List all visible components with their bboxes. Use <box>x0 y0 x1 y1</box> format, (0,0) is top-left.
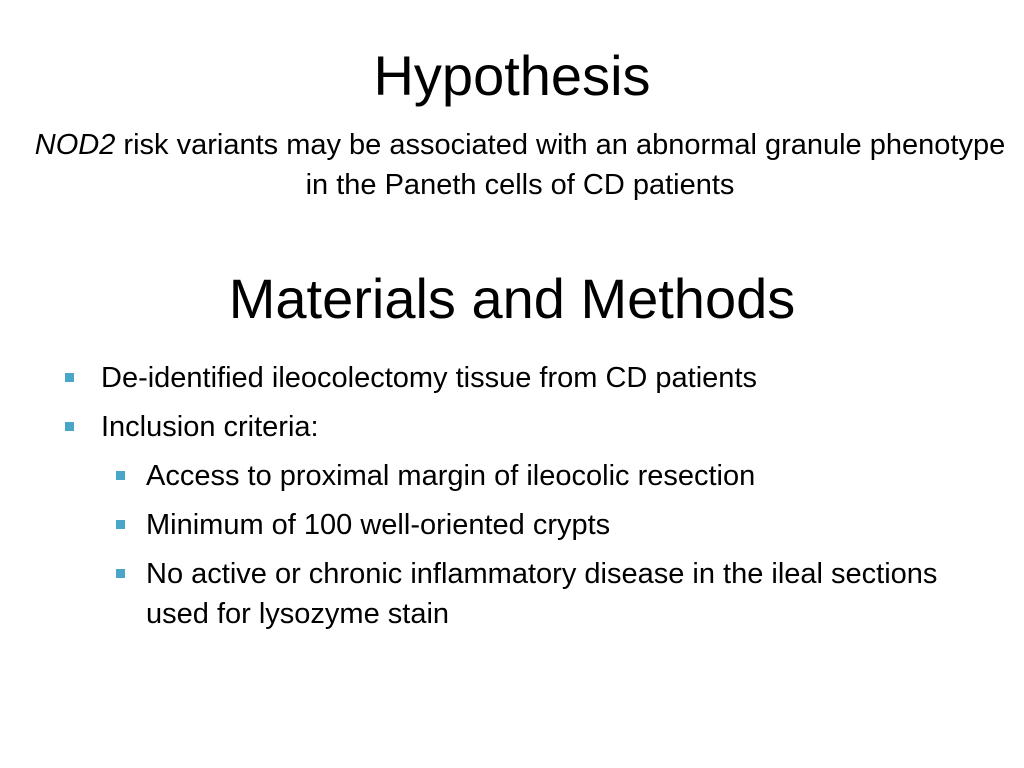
square-bullet-icon <box>65 373 74 382</box>
bullet-item <box>0 358 1024 398</box>
square-bullet-icon <box>116 569 125 578</box>
sub-bullet-item <box>0 554 966 634</box>
hypothesis-title: Hypothesis <box>373 44 651 107</box>
sub-bullet-text: Minimum of 100 well-oriented crypts <box>146 509 611 541</box>
bullet-item <box>0 407 1024 447</box>
methods-title: Materials and Methods <box>228 267 796 330</box>
bullet-text: Inclusion criteria: <box>101 411 319 443</box>
sub-bullet-item <box>0 505 966 545</box>
sub-bullet-text: Access to proximal margin of ileocolic resection <box>146 460 756 492</box>
bullet-text: De-identified ileocolectomy tissue from CD patients <box>101 362 757 394</box>
square-bullet-icon <box>116 471 125 480</box>
square-bullet-icon <box>116 520 125 529</box>
methods-bullet-list <box>0 358 1024 643</box>
sub-bullet-item <box>0 456 966 496</box>
hypothesis-statement <box>20 125 1020 205</box>
square-bullet-icon <box>65 422 74 431</box>
hypothesis-text: risk variants may be associated with an abnormal granule phenotype in the Paneth cells of CD patients <box>115 129 1006 201</box>
hypothesis-gene-name: NOD2 <box>34 129 116 161</box>
sub-bullet-text: No active or chronic inflammatory disease in the ileal sections used for lysozyme stain <box>146 558 938 630</box>
